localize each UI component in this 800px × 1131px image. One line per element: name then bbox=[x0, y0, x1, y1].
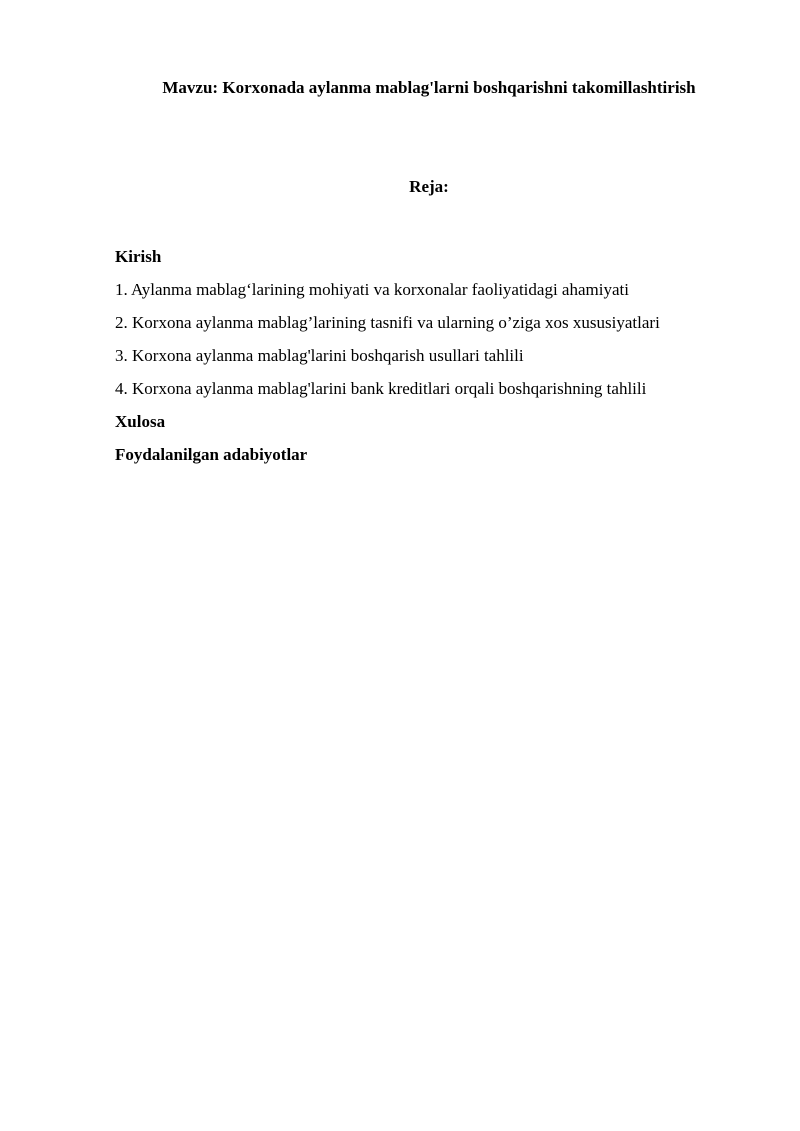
plan-item-3: 3. Korxona aylanma mablag'larini boshqarish usullari tahlili bbox=[115, 346, 524, 365]
plan-item-1: 1. Aylanma mablag‘larining mohiyati va korxonalar faoliyatidagi ahamiyati bbox=[115, 280, 629, 299]
plan-item-conclusion: Xulosa bbox=[115, 412, 166, 431]
topic-title: Mavzu: Korxonada aylanma mablag'larni boshqarishni takomillashtirish bbox=[162, 78, 696, 97]
plan-list bbox=[115, 240, 660, 471]
plan-item-4: 4. Korxona aylanma mablag'larini bank kreditlari orqali boshqarishning tahlili bbox=[115, 379, 647, 398]
plan-heading: Reja: bbox=[409, 177, 449, 196]
plan-item-introduction: Kirish bbox=[115, 247, 162, 266]
plan-item-references: Foydalanilgan adabiyotlar bbox=[115, 445, 308, 464]
plan-item-2: 2. Korxona aylanma mablag’larining tasnifi va ularning o’ziga xos xususiyatlari bbox=[115, 313, 660, 332]
